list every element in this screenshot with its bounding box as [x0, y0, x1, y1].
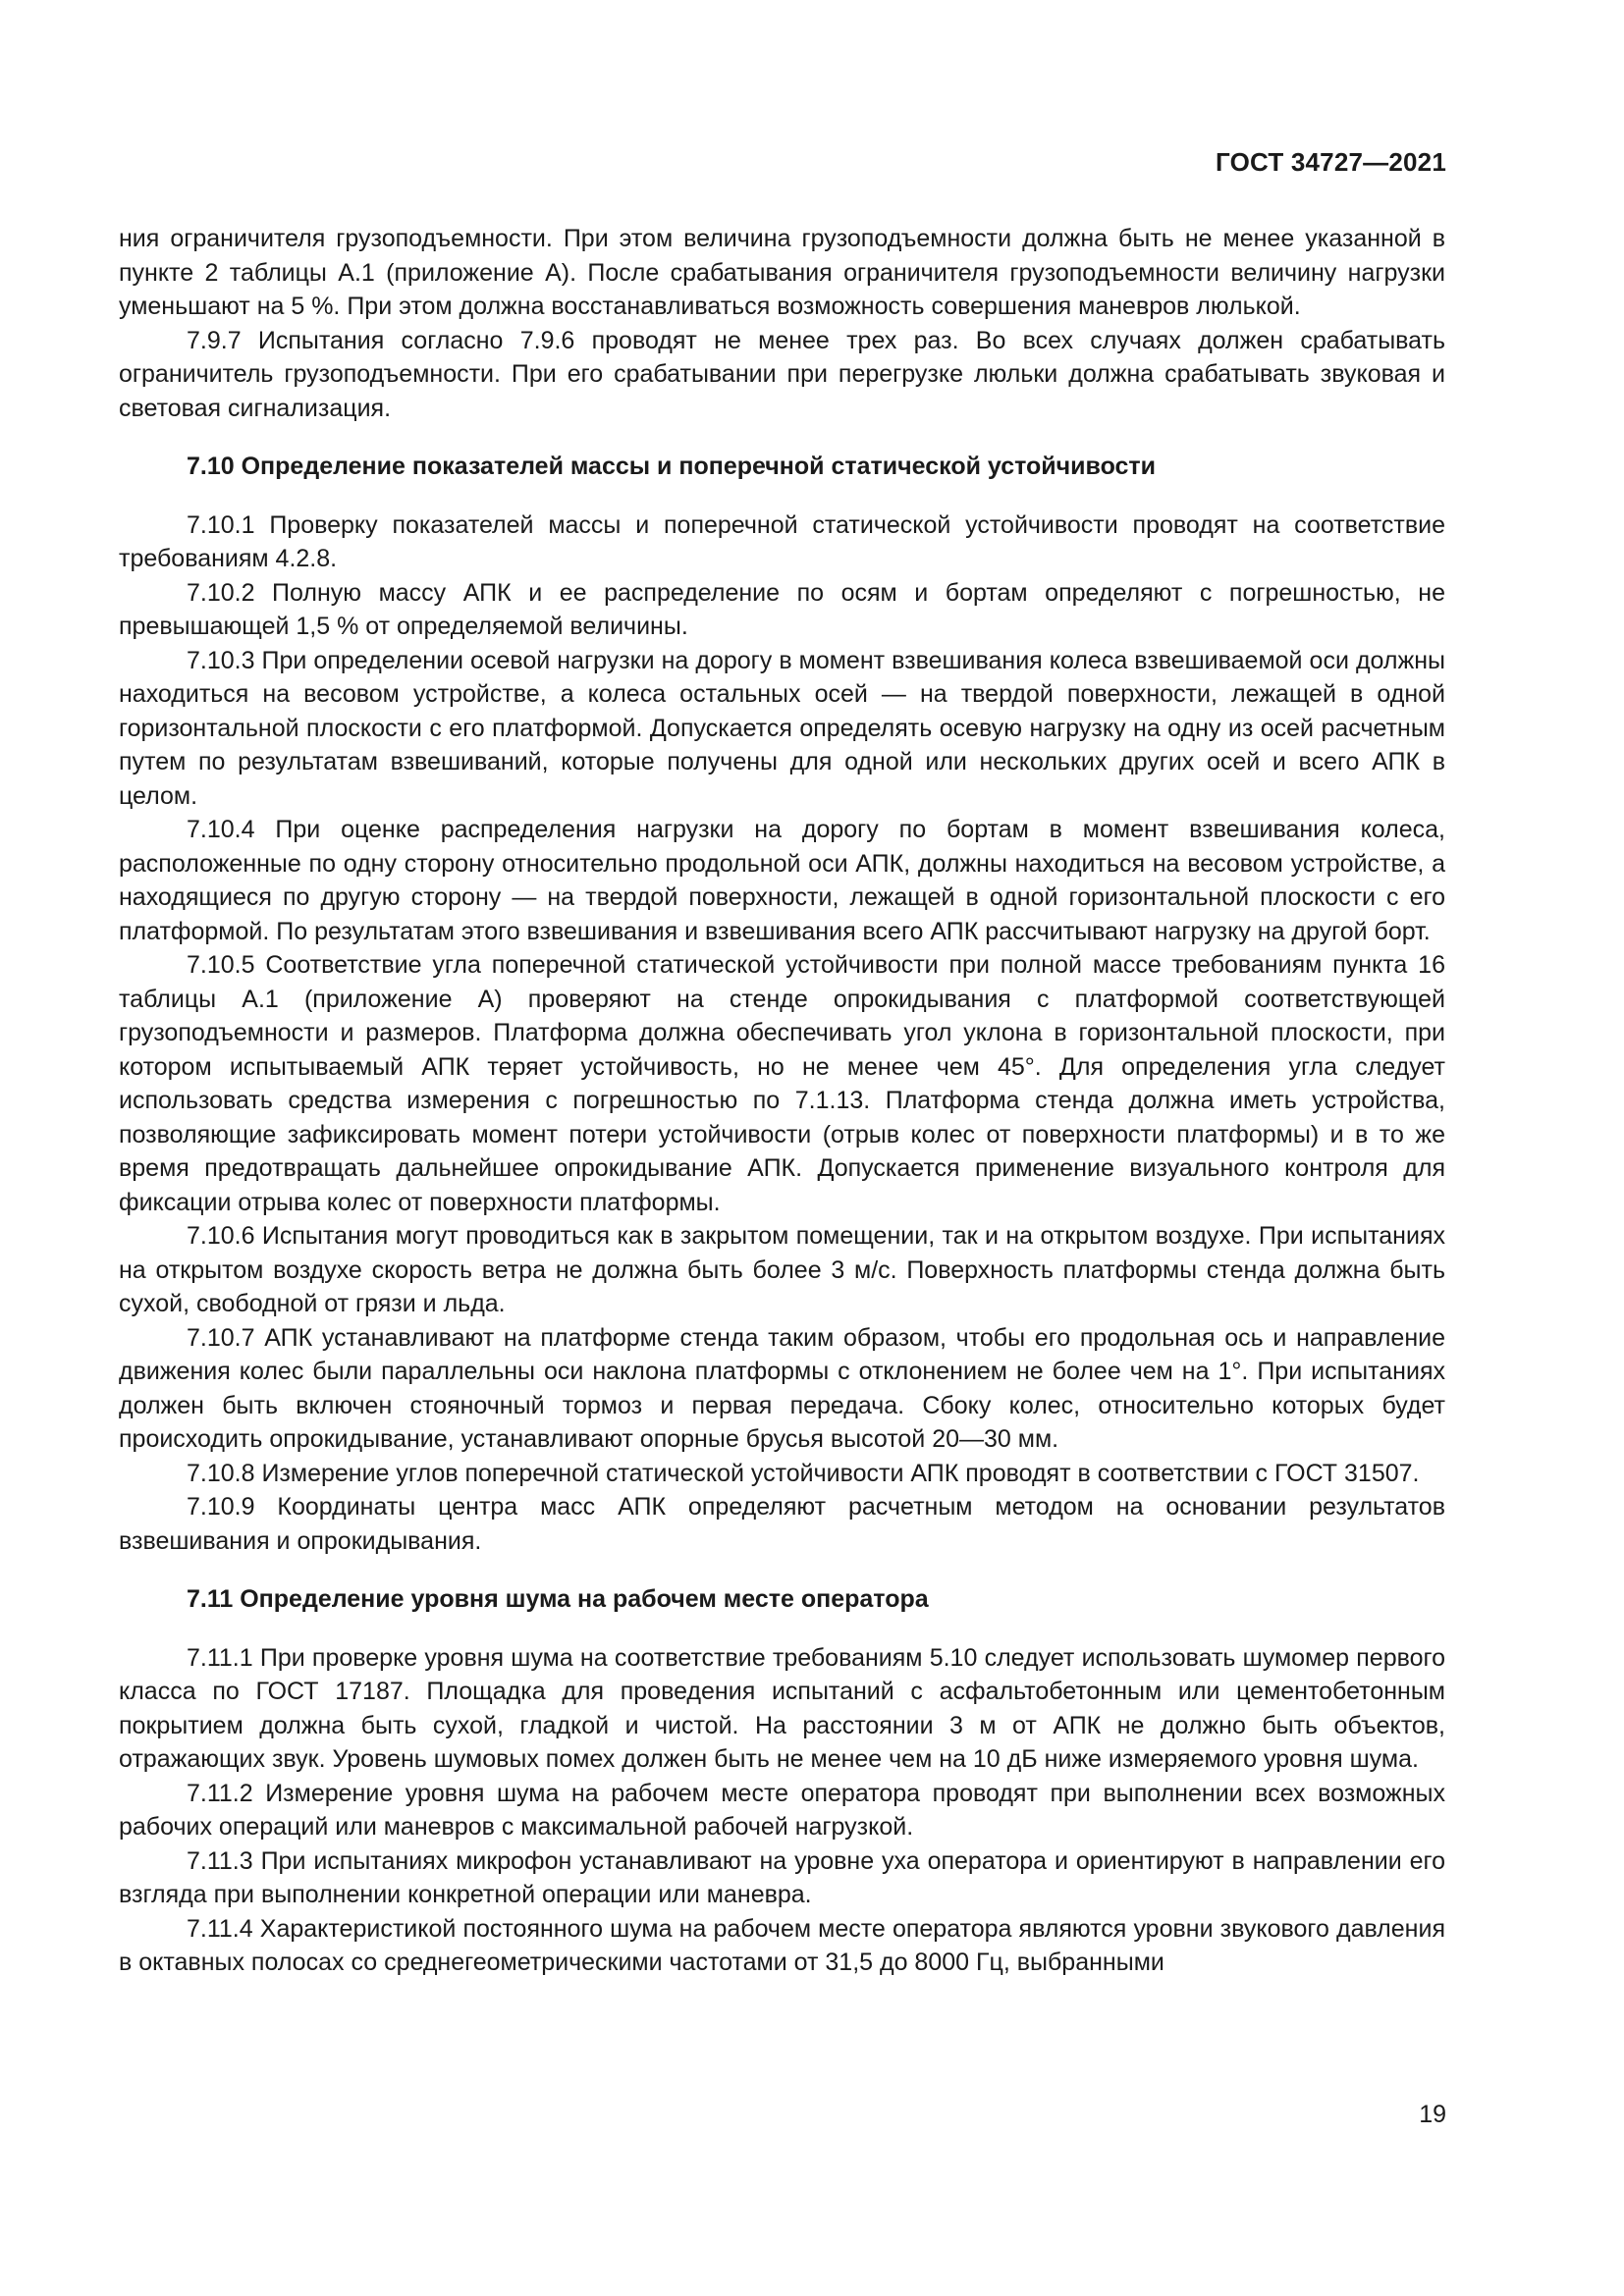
paragraph-7-11-3: 7.11.3 При испытаниях микрофон устанавливают на уровне уха оператора и ориентируют в направлении его взгляда при выполнении конкретной операции или маневра. — [119, 1846, 1445, 1908]
section-heading-7-10: 7.10 Определение показателей массы и поперечной статической устойчивости — [187, 453, 1157, 480]
paragraph-7-10-3: 7.10.3 При определении осевой нагрузки на дорогу в момент взвешивания колеса взвешиваемой оси должны находиться на весовом устройстве, а колеса остальных осей — на твердой поверхности, лежащей в одной горизонтальной плоскости с его платформой. Допускается определять осевую нагрузку на одну из осей расчетным путем по результатам взвешиваний, которые получены для одной или нескольких других осей и всего АПК в целом. — [119, 646, 1445, 810]
document-body — [119, 222, 1445, 1980]
paragraph-7-11-4: 7.11.4 Характеристикой постоянного шума на рабочем месте оператора являются уровни звукового давления в октавных полосах со среднегеометрическими частотами от 31,5 до 8000 Гц, выбранными — [119, 1914, 1445, 1976]
paragraph-7-11-1: 7.11.1 При проверке уровня шума на соответствие требованиям 5.10 следует использовать шумомер первого класса по ГОСТ 17187. Площадка для проведения испытаний с асфальтобетонным или цементобетонным покрытием должна быть сухой, гладкой и чистой. На расстоянии 3 м от АПК не должно быть объектов, отражающих звук. Уровень шумовых помех должен быть не менее чем на 10 дБ ниже измеряемого уровня шума. — [119, 1643, 1445, 1773]
paragraph-7-11-2: 7.11.2 Измерение уровня шума на рабочем месте оператора проводят при выполнении всех возможных рабочих операций или маневров с максимальной рабочей нагрузкой. — [119, 1779, 1445, 1841]
paragraph-7-10-6: 7.10.6 Испытания могут проводиться как в закрытом помещении, так и на открытом воздухе. При испытаниях на открытом воздухе скорость ветра не должна быть более 3 м/с. Поверхность платформы стенда должна быть сухой, свободной от грязи и льда. — [119, 1222, 1445, 1317]
paragraph-7-10-9: 7.10.9 Координаты центра масс АПК определяют расчетным методом на основании результатов взвешивания и опрокидывания. — [119, 1493, 1445, 1555]
document-designation: ГОСТ 34727—2021 — [1216, 147, 1446, 177]
paragraph-7-10-4: 7.10.4 При оценке распределения нагрузки на дорогу по бортам в момент взвешивания колеса, расположенные по одну сторону относительно продольной оси АПК, должны находиться на весовом устройстве, а находящиеся по другую сторону — на твердой поверхности, лежащей в одной горизонтальной плоскости с его платформой. По результатам этого взвешивания и взвешивания всего АПК рассчитывают нагрузку на другой борт. — [119, 816, 1445, 945]
section-heading-7-11: 7.11 Определение уровня шума на рабочем месте оператора — [187, 1585, 929, 1613]
paragraph-7-9-7: 7.9.7 Испытания согласно 7.9.6 проводят не менее трех раз. Во всех случаях должен срабатывать ограничитель грузоподъемности. При его срабатывании при перегрузке люльки должна срабатывать звуковая и световая сигнализация. — [119, 326, 1445, 422]
paragraph-7-10-8: 7.10.8 Измерение углов поперечной статической устойчивости АПК проводят в соответствии с ГОСТ 31507. — [187, 1459, 1420, 1487]
page-number: 19 — [1419, 2101, 1446, 2128]
paragraph-7-10-1: 7.10.1 Проверку показателей массы и поперечной статической устойчивости проводят на соответствие требованиям 4.2.8. — [119, 510, 1445, 572]
paragraph-7-10-2: 7.10.2 Полную массу АПК и ее распределение по осям и бортам определяют с погрешностью, не превышающей 1,5 % от определяемой величины. — [119, 578, 1445, 640]
paragraph-7-9-6-continued: ния ограничителя грузоподъемности. При этом величина грузоподъемности должна быть не менее указанной в пункте 2 таблицы А.1 (приложение А). После срабатывания ограничителя грузоподъемности величину нагрузки уменьшают на 5 %. При этом должна восстанавливаться возможность совершения маневров люлькой. — [119, 225, 1445, 320]
paragraph-7-10-7: 7.10.7 АПК устанавливают на платформе стенда таким образом, чтобы его продольная ось и направление движения колес были параллельны оси наклона платформы с отклонением не более чем на 1°. При испытаниях должен быть включен стояночный тормоз и первая передача. Сбоку колес, относительно которых будет происходить опрокидывание, устанавливают опорные брусья высотой 20—30 мм. — [119, 1323, 1445, 1453]
paragraph-7-10-5: 7.10.5 Соответствие угла поперечной статической устойчивости при полной массе требованиям пункта 16 таблицы А.1 (приложение А) проверяют на стенде опрокидывания с платформой соответствующей грузоподъемности и размеров. Платформа должна обеспечивать угол уклона в горизонтальной плоскости, при котором испытываемый АПК теряет устойчивость, но не менее чем 45°. Для определения угла следует использовать средства измерения с погрешностью по 7.1.13. Платформа стенда должна иметь устройства, позволяющие зафиксировать момент потери устойчивости (отрыв колес от поверхности платформы) и в то же время предотвращать дальнейшее опрокидывание АПК. Допускается применение визуального контроля для фиксации отрыва колес от поверхности платформы. — [119, 951, 1445, 1216]
